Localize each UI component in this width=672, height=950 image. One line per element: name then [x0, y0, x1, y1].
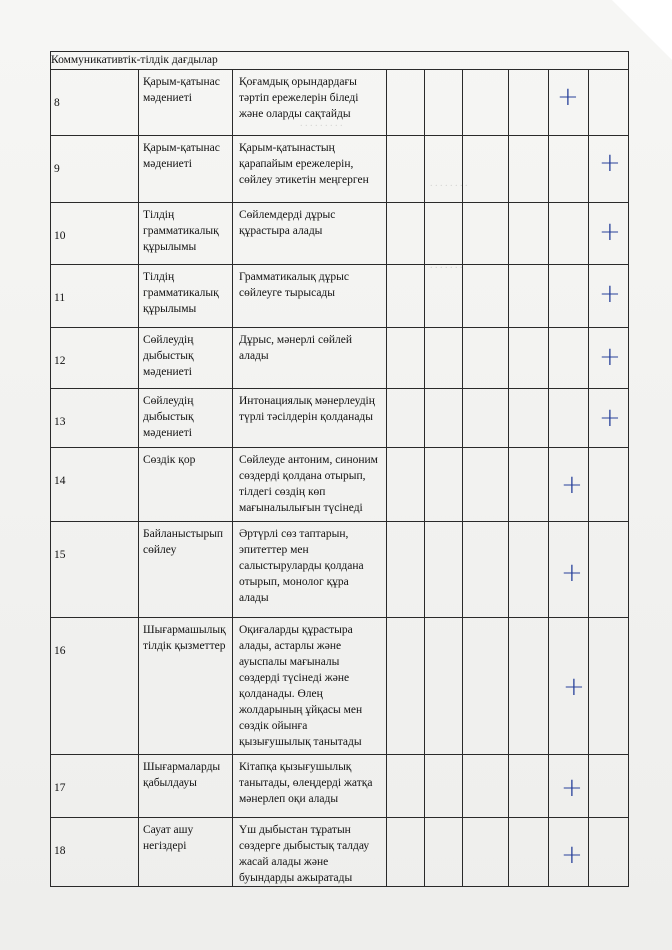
assessment-cell	[425, 70, 463, 136]
assessment-cell	[425, 818, 463, 887]
skill-category: Байланыстырып сөйлеу	[139, 522, 233, 618]
bleed-through-text: . . . . . . . .	[430, 178, 468, 189]
assessment-cell	[387, 522, 425, 618]
assessment-cell	[463, 203, 509, 265]
skill-description: Кітапқа қызығушылық танытады, өлеңдерді жатқа мәнерлеп оқи алады	[233, 755, 387, 818]
row-number: 12	[51, 328, 139, 389]
table-row	[51, 448, 629, 522]
assessment-table	[50, 51, 629, 887]
assessment-cell	[509, 328, 549, 389]
assessment-cell	[589, 818, 629, 887]
assessment-cell	[387, 618, 425, 755]
table-row	[51, 70, 629, 136]
assessment-cell	[589, 203, 629, 265]
assessment-cell	[463, 755, 509, 818]
handwritten-plus-mark: +	[557, 82, 579, 112]
assessment-cell	[549, 389, 589, 448]
assessment-cell	[549, 328, 589, 389]
skill-description: Үш дыбыстан тұратын сөздерге дыбыстық талдау жасай алады және буындарды ажыратады	[233, 818, 387, 887]
skill-category: Тілдің грамматикалық құрылымы	[139, 265, 233, 328]
assessment-cell	[509, 448, 549, 522]
assessment-cell	[589, 70, 629, 136]
assessment-cell	[509, 70, 549, 136]
row-number: 13	[51, 389, 139, 448]
assessment-cell	[425, 755, 463, 818]
table-row	[51, 328, 629, 389]
assessment-cell	[425, 203, 463, 265]
skill-description: Интонациялық мәнерлеудің түрлі тәсілдерін қолданады	[233, 389, 387, 448]
assessment-cell	[509, 818, 549, 887]
assessment-cell	[387, 755, 425, 818]
handwritten-plus-mark: +	[599, 342, 621, 372]
assessment-cell	[509, 265, 549, 328]
row-number: 8	[51, 70, 139, 136]
assessment-cell	[387, 265, 425, 328]
table-row	[51, 818, 629, 887]
row-number: 15	[51, 522, 139, 618]
assessment-cell	[509, 755, 549, 818]
assessment-cell	[549, 522, 589, 618]
skill-category: Қарым-қатынас мәдениеті	[139, 136, 233, 203]
assessment-cell	[463, 265, 509, 328]
bleed-through-text: . . . . . . . . .	[300, 118, 343, 129]
skill-category: Сөйлеудің дыбыстық мәдениеті	[139, 328, 233, 389]
skill-description: Сөйлемдерді дұрыс құрастыра алады	[233, 203, 387, 265]
assessment-cell	[549, 818, 589, 887]
assessment-cell	[589, 448, 629, 522]
handwritten-plus-mark: +	[599, 217, 621, 247]
assessment-cell	[589, 522, 629, 618]
assessment-cell	[509, 136, 549, 203]
table-row	[51, 755, 629, 818]
assessment-cell	[589, 389, 629, 448]
assessment-cell	[589, 755, 629, 818]
assessment-cell	[425, 136, 463, 203]
assessment-cell	[463, 522, 509, 618]
assessment-cell	[509, 522, 549, 618]
table-row	[51, 618, 629, 755]
assessment-cell	[425, 265, 463, 328]
row-number: 17	[51, 755, 139, 818]
row-number: 18	[51, 818, 139, 887]
row-number: 11	[51, 265, 139, 328]
table-row	[51, 265, 629, 328]
assessment-cell	[589, 265, 629, 328]
handwritten-plus-mark: +	[599, 148, 621, 178]
section-header: Коммуникативтік-тілдік дағдылар	[51, 52, 629, 70]
assessment-cell	[425, 448, 463, 522]
skill-description: Сөйлеуде антоним, синоним сөздерді қолдана отырып, тілдегі сөздің көп мағыналылығын түсінеді	[233, 448, 387, 522]
bleed-through-text: . . . . . . .	[430, 260, 463, 271]
assessment-cell	[387, 389, 425, 448]
handwritten-plus-mark: +	[599, 279, 621, 309]
assessment-cell	[425, 328, 463, 389]
section-header-row	[51, 52, 629, 70]
handwritten-plus-mark: +	[561, 773, 583, 803]
skill-description: Дұрыс, мәнерлі сөйлей алады	[233, 328, 387, 389]
table-row	[51, 136, 629, 203]
assessment-cell	[387, 203, 425, 265]
row-number: 10	[51, 203, 139, 265]
handwritten-plus-mark: +	[561, 840, 583, 870]
assessment-cell	[549, 136, 589, 203]
skill-description: Қарым-қатынастың қарапайым ережелерін, сөйлеу этикетін меңгерген	[233, 136, 387, 203]
assessment-cell	[549, 448, 589, 522]
skill-category: Шығармаларды қабылдауы	[139, 755, 233, 818]
assessment-cell	[463, 70, 509, 136]
assessment-cell	[425, 618, 463, 755]
assessment-cell	[387, 136, 425, 203]
skill-category: Шығармашылық тілдік қызметтер	[139, 618, 233, 755]
assessment-cell	[589, 136, 629, 203]
assessment-cell	[509, 203, 549, 265]
assessment-cell	[589, 328, 629, 389]
assessment-cell	[387, 818, 425, 887]
table-row	[51, 389, 629, 448]
handwritten-plus-mark: +	[599, 403, 621, 433]
row-number: 9	[51, 136, 139, 203]
skill-category: Сауат ашу негіздері	[139, 818, 233, 887]
assessment-cell	[589, 618, 629, 755]
assessment-cell	[549, 203, 589, 265]
skill-category: Қарым-қатынас мәдениеті	[139, 70, 233, 136]
row-number: 14	[51, 448, 139, 522]
handwritten-plus-mark: +	[561, 470, 583, 500]
skill-category: Сөйлеудің дыбыстық мәдениеті	[139, 389, 233, 448]
assessment-cell	[463, 136, 509, 203]
assessment-cell	[463, 618, 509, 755]
assessment-cell	[387, 70, 425, 136]
assessment-cell	[425, 522, 463, 618]
skill-category: Тілдің грамматикалық құрылымы	[139, 203, 233, 265]
skill-category: Сөздік қор	[139, 448, 233, 522]
handwritten-plus-mark: +	[561, 558, 583, 588]
assessment-cell	[463, 448, 509, 522]
assessment-cell	[549, 618, 589, 755]
table-row	[51, 522, 629, 618]
table-row	[51, 203, 629, 265]
assessment-cell	[549, 70, 589, 136]
assessment-cell	[509, 389, 549, 448]
assessment-cell	[549, 755, 589, 818]
skill-description: Оқиғаларды құрастыра алады, астарлы және ауыспалы мағыналы сөздерді түсінеді және қолданады. Өлең жолдарының ұйқасы мен сөздік ойынға қызығушылық танытады	[233, 618, 387, 755]
skill-description: Қоғамдық орындардағы тәртіп ережелерін біледі және оларды сақтайды	[233, 70, 387, 136]
handwritten-plus-mark: +	[563, 672, 585, 702]
skill-description: Грамматикалық дұрыс сөйлеуге тырысады	[233, 265, 387, 328]
row-number: 16	[51, 618, 139, 755]
assessment-cell	[387, 448, 425, 522]
assessment-cell	[549, 265, 589, 328]
assessment-cell	[463, 818, 509, 887]
skill-description: Әртүрлі сөз таптарын, эпитеттер мен салыстыруларды қолдана отырып, монолог құра алады	[233, 522, 387, 618]
assessment-cell	[425, 389, 463, 448]
assessment-cell	[387, 328, 425, 389]
assessment-cell	[509, 618, 549, 755]
assessment-cell	[463, 389, 509, 448]
assessment-cell	[463, 328, 509, 389]
